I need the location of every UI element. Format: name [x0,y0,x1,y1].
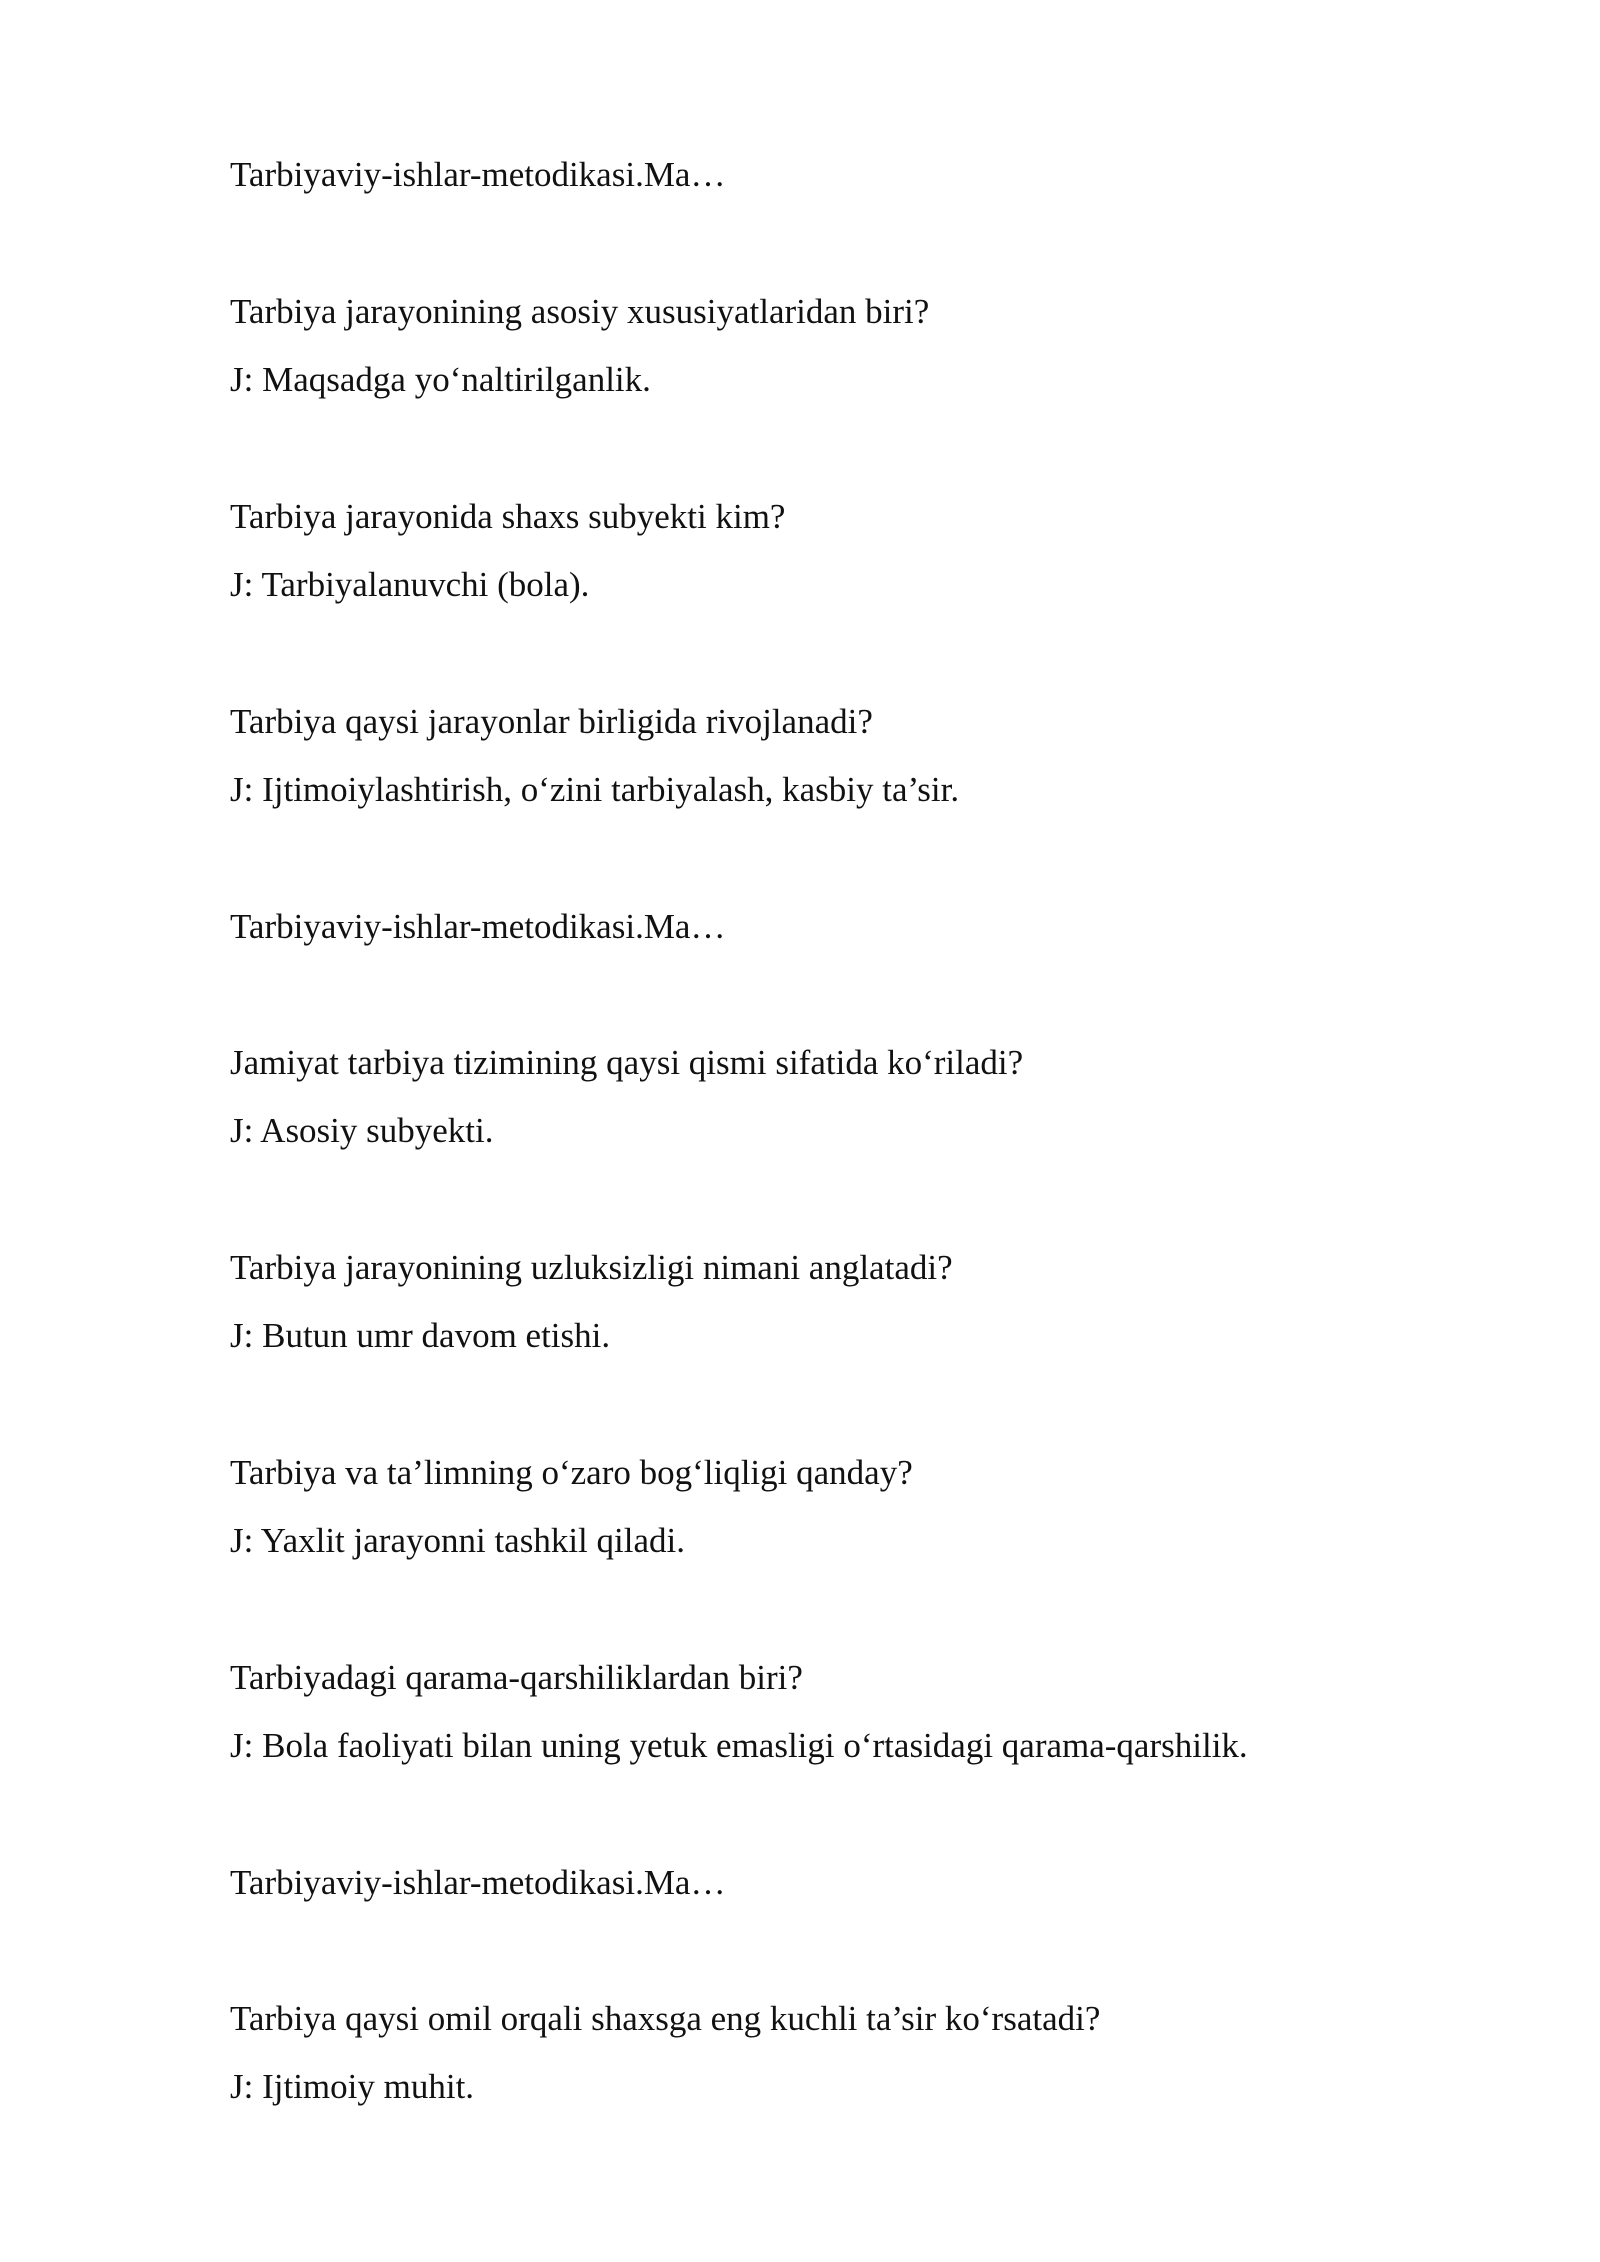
question-text: Tarbiya jarayonida shaxs subyekti kim? [230,497,786,536]
answer-text: J: Asosiy subyekti. [230,1111,494,1150]
question-text: Jamiyat tarbiya tizimining qaysi qismi sifatida ko‘riladi? [230,1043,1024,1082]
answer-text: J: Ijtimoiy muhit. [230,2067,475,2106]
question-text: Tarbiya va ta’limning o‘zaro bog‘liqligi qanday? [230,1453,913,1492]
document-header: Tarbiyaviy-ishlar-metodikasi.Ma… [230,155,726,194]
answer-text: J: Bola faoliyati bilan uning yetuk emasligi o‘rtasidagi qarama-qarshilik. [230,1726,1248,1765]
answer-text: J: Tarbiyalanuvchi (bola). [230,565,590,604]
question-text: Tarbiya jarayonining asosiy xususiyatlaridan biri? [230,292,930,331]
question-text: Tarbiya qaysi jarayonlar birligida rivojlanadi? [230,702,873,741]
question-text: Tarbiyadagi qarama-qarshiliklardan biri? [230,1658,803,1697]
answer-text: J: Maqsadga yo‘naltirilganlik. [230,360,651,399]
question-text: Tarbiya qaysi omil orqali shaxsga eng kuchli ta’sir ko‘rsatadi? [230,1999,1101,2038]
answer-text: J: Ijtimoiylashtirish, o‘zini tarbiyalash, kasbiy ta’sir. [230,770,960,809]
document-header: Tarbiyaviy-ishlar-metodikasi.Ma… [230,907,726,946]
answer-text: J: Butun umr davom etishi. [230,1316,611,1355]
document-header: Tarbiyaviy-ishlar-metodikasi.Ma… [230,1863,726,1902]
question-text: Tarbiya jarayonining uzluksizligi nimani anglatadi? [230,1248,953,1287]
answer-text: J: Yaxlit jarayonni tashkil qiladi. [230,1521,685,1560]
